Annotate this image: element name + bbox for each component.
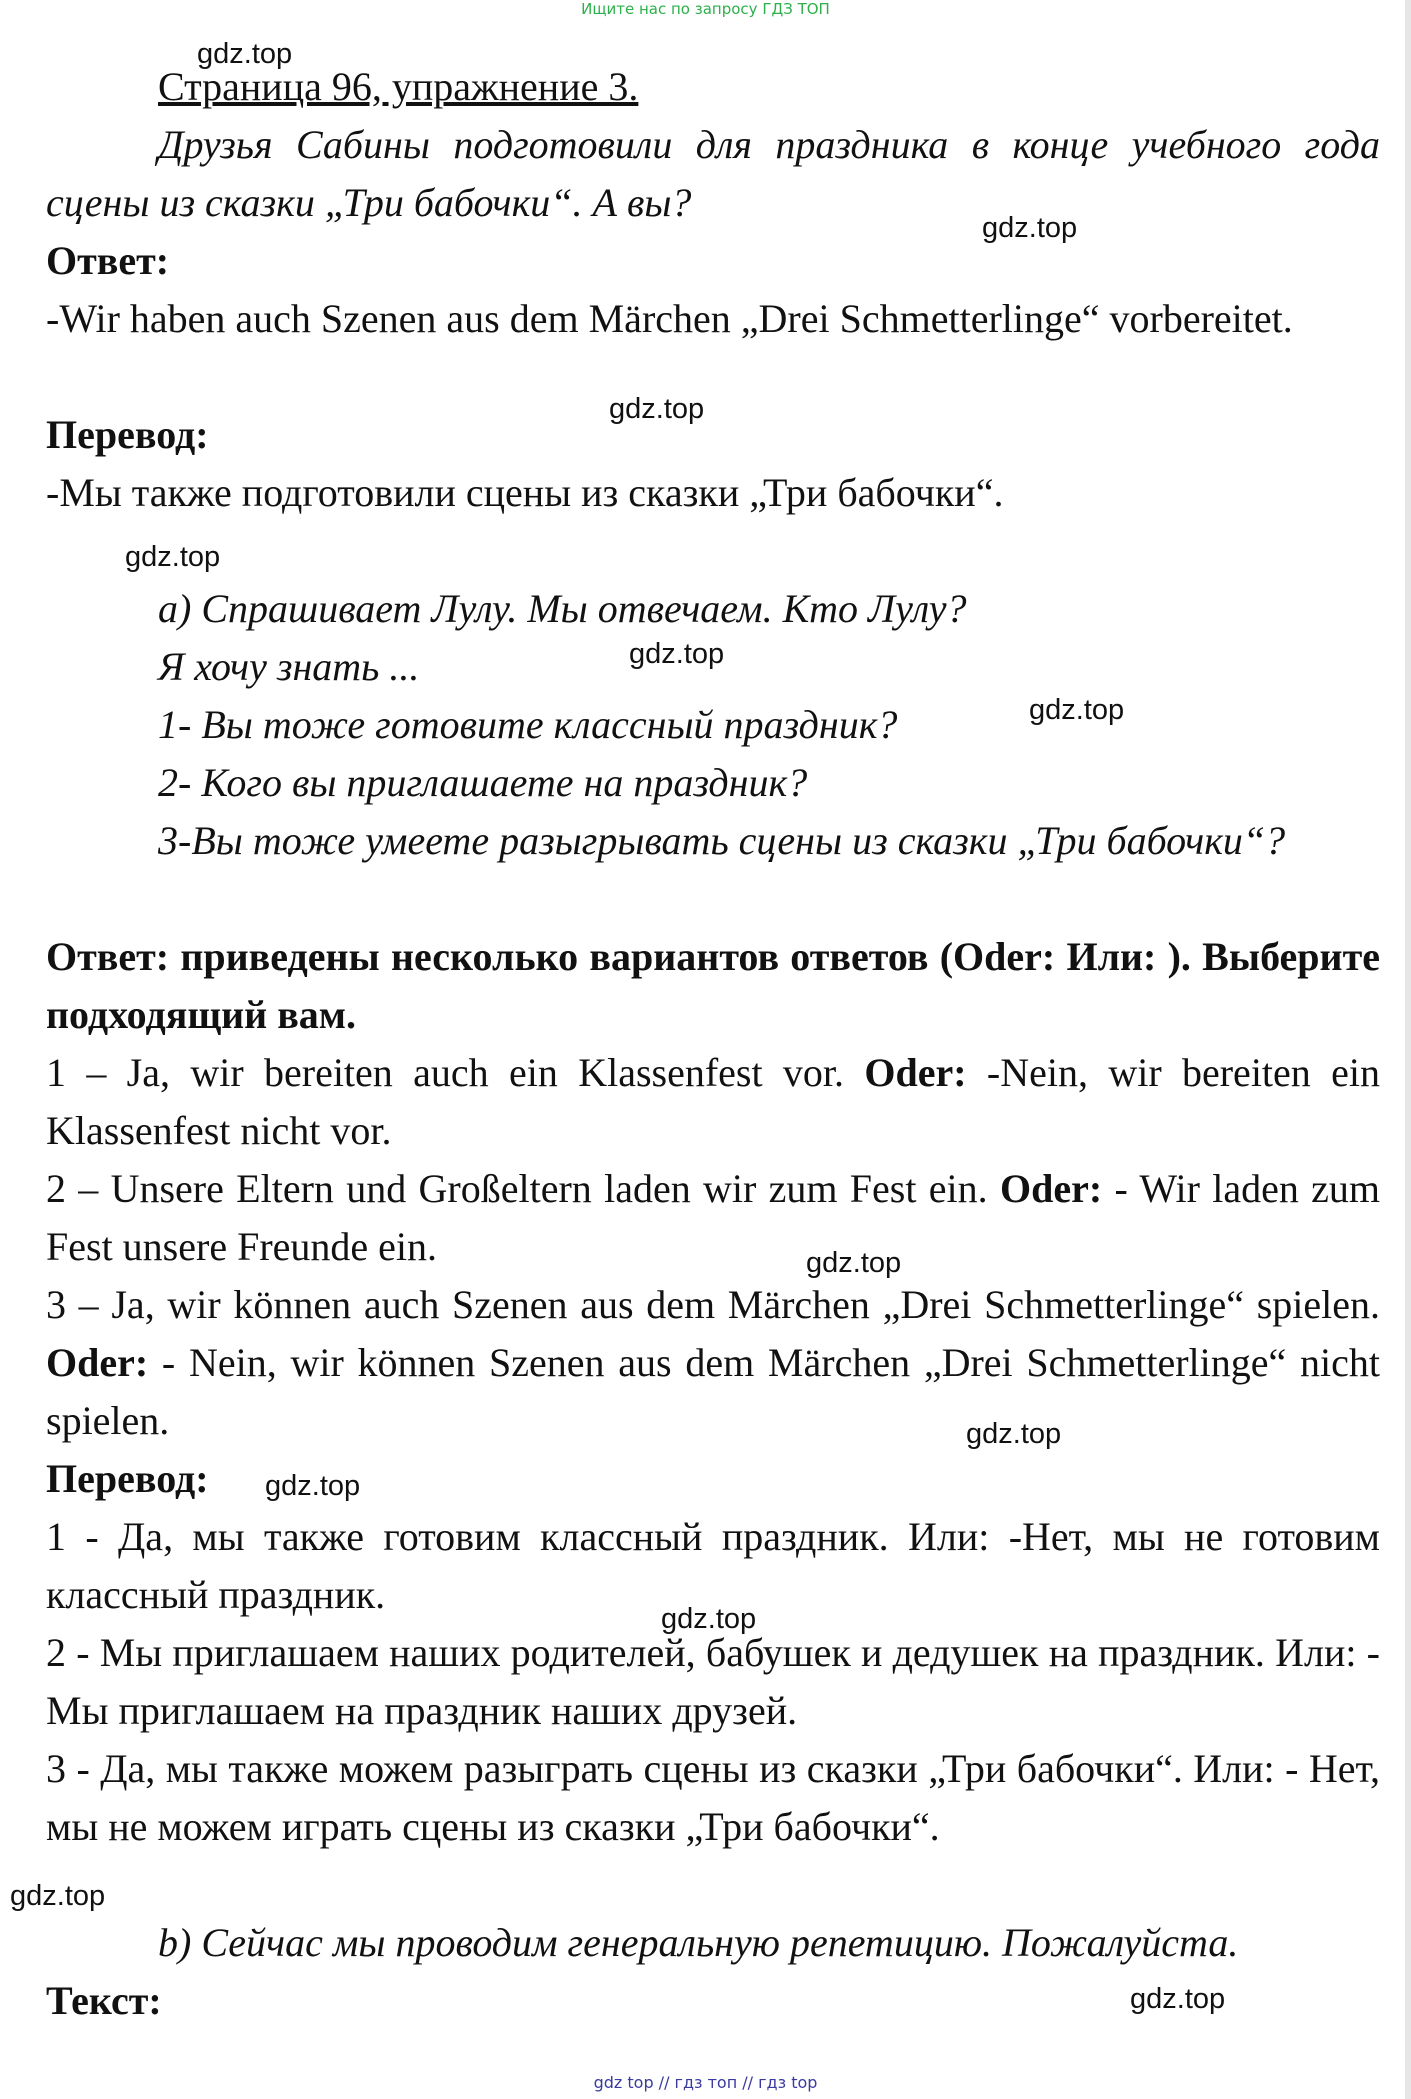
oder-label: Oder: [864,1050,967,1095]
footer-links[interactable]: gdz top // гдз топ // гдз top [593,2073,818,2092]
translation-3: 3 - Да, мы также можем разыграть сцены из сказки „Три бабочки“. Или: - Нет, мы не можем играть сцены из сказки „Три бабочки“. [46,1746,1380,1849]
answer-1-main: 1 – Ja, wir bereiten auch ein Klassenfest vor. [46,1050,845,1095]
translation-1: 1 - Да, мы также готовим классный праздник. Или: -Нет, мы не готовим классный праздник. [46,1514,1380,1617]
answer-3 [46,1276,1380,1450]
watermark: gdz.top [966,1418,1062,1450]
watermark: gdz.top [982,212,1078,244]
answer-1 [46,1044,1380,1160]
answer-label: Ответ: [46,238,170,283]
watermark: gdz.top [10,1880,106,1912]
text-label: Текст: [46,1978,162,2023]
answer-1-alt: -Nein, wir bereiten ein Klassenfest nicht vor. [46,1050,1380,1153]
answer-2-alt: - Wir laden zum Fest unsere Freunde ein. [46,1166,1381,1269]
watermark: gdz.top [1029,694,1125,726]
watermark: gdz.top [197,38,293,70]
watermark: gdz.top [125,541,221,573]
answer-text: -Wir haben auch Szenen aus dem Märchen „Drei Schmetterlinge“ vorbereitet. [46,296,1293,341]
part-a-heading: а) Спрашивает Лулу. Мы отвечаем. Кто Лулу? [158,586,967,631]
translation-2: 2 - Мы приглашаем наших родителей, бабушек и дедушек на праздник. Или: - Мы приглашаем на праздник наших друзей. [46,1630,1380,1733]
search-banner[interactable]: Ищите нас по запросу ГДЗ ТОП [581,0,830,18]
part-a-subheading: Я хочу знать ... [158,644,420,689]
question-1: 1- Вы тоже готовите классный праздник? [158,702,898,747]
translation-text: -Мы также подготовили сцены из сказки „Три бабочки“. [46,470,1004,515]
watermark: gdz.top [629,638,725,670]
part-b-heading: b) Сейчас мы проводим генеральную репетицию. Пожалуйста. [158,1920,1239,1965]
translation-label-2: Перевод: [46,1456,209,1501]
oder-label: Oder: [46,1340,149,1385]
answer-3-alt: - Nein, wir können Szenen aus dem Märchen „Drei Schmetterlinge“ nicht spielen. [46,1340,1380,1443]
page-edge [1405,0,1411,2099]
question-3: 3-Вы тоже умеете разыгрывать сцены из сказки „Три бабочки“? [158,818,1286,863]
answer-2-main: 2 – Unsere Eltern und Großeltern laden wir zum Fest ein. [46,1166,988,1211]
watermark: gdz.top [806,1247,902,1279]
task-intro: Друзья Сабины подготовили для праздника в конце учебного года сцены из сказки „Три бабочки“. А вы? [46,122,1380,225]
watermark: gdz.top [609,393,705,425]
watermark: gdz.top [265,1470,361,1502]
watermark: gdz.top [1130,1983,1226,2015]
watermark: gdz.top [661,1603,757,1635]
question-2: 2- Кого вы приглашаете на праздник? [158,760,808,805]
translation-label: Перевод: [46,412,209,457]
answer-3-main: 3 – Ja, wir können auch Szenen aus dem Märchen „Drei Schmetterlinge“ spielen. [46,1282,1380,1327]
page-title: Страница 96, упражнение 3. [158,64,639,109]
answers-note: Ответ: приведены несколько вариантов ответов (Oder: Или: ). Выберите подходящий вам. [46,934,1380,1037]
answer-2 [46,1160,1380,1276]
oder-label: Oder: [999,1166,1103,1211]
